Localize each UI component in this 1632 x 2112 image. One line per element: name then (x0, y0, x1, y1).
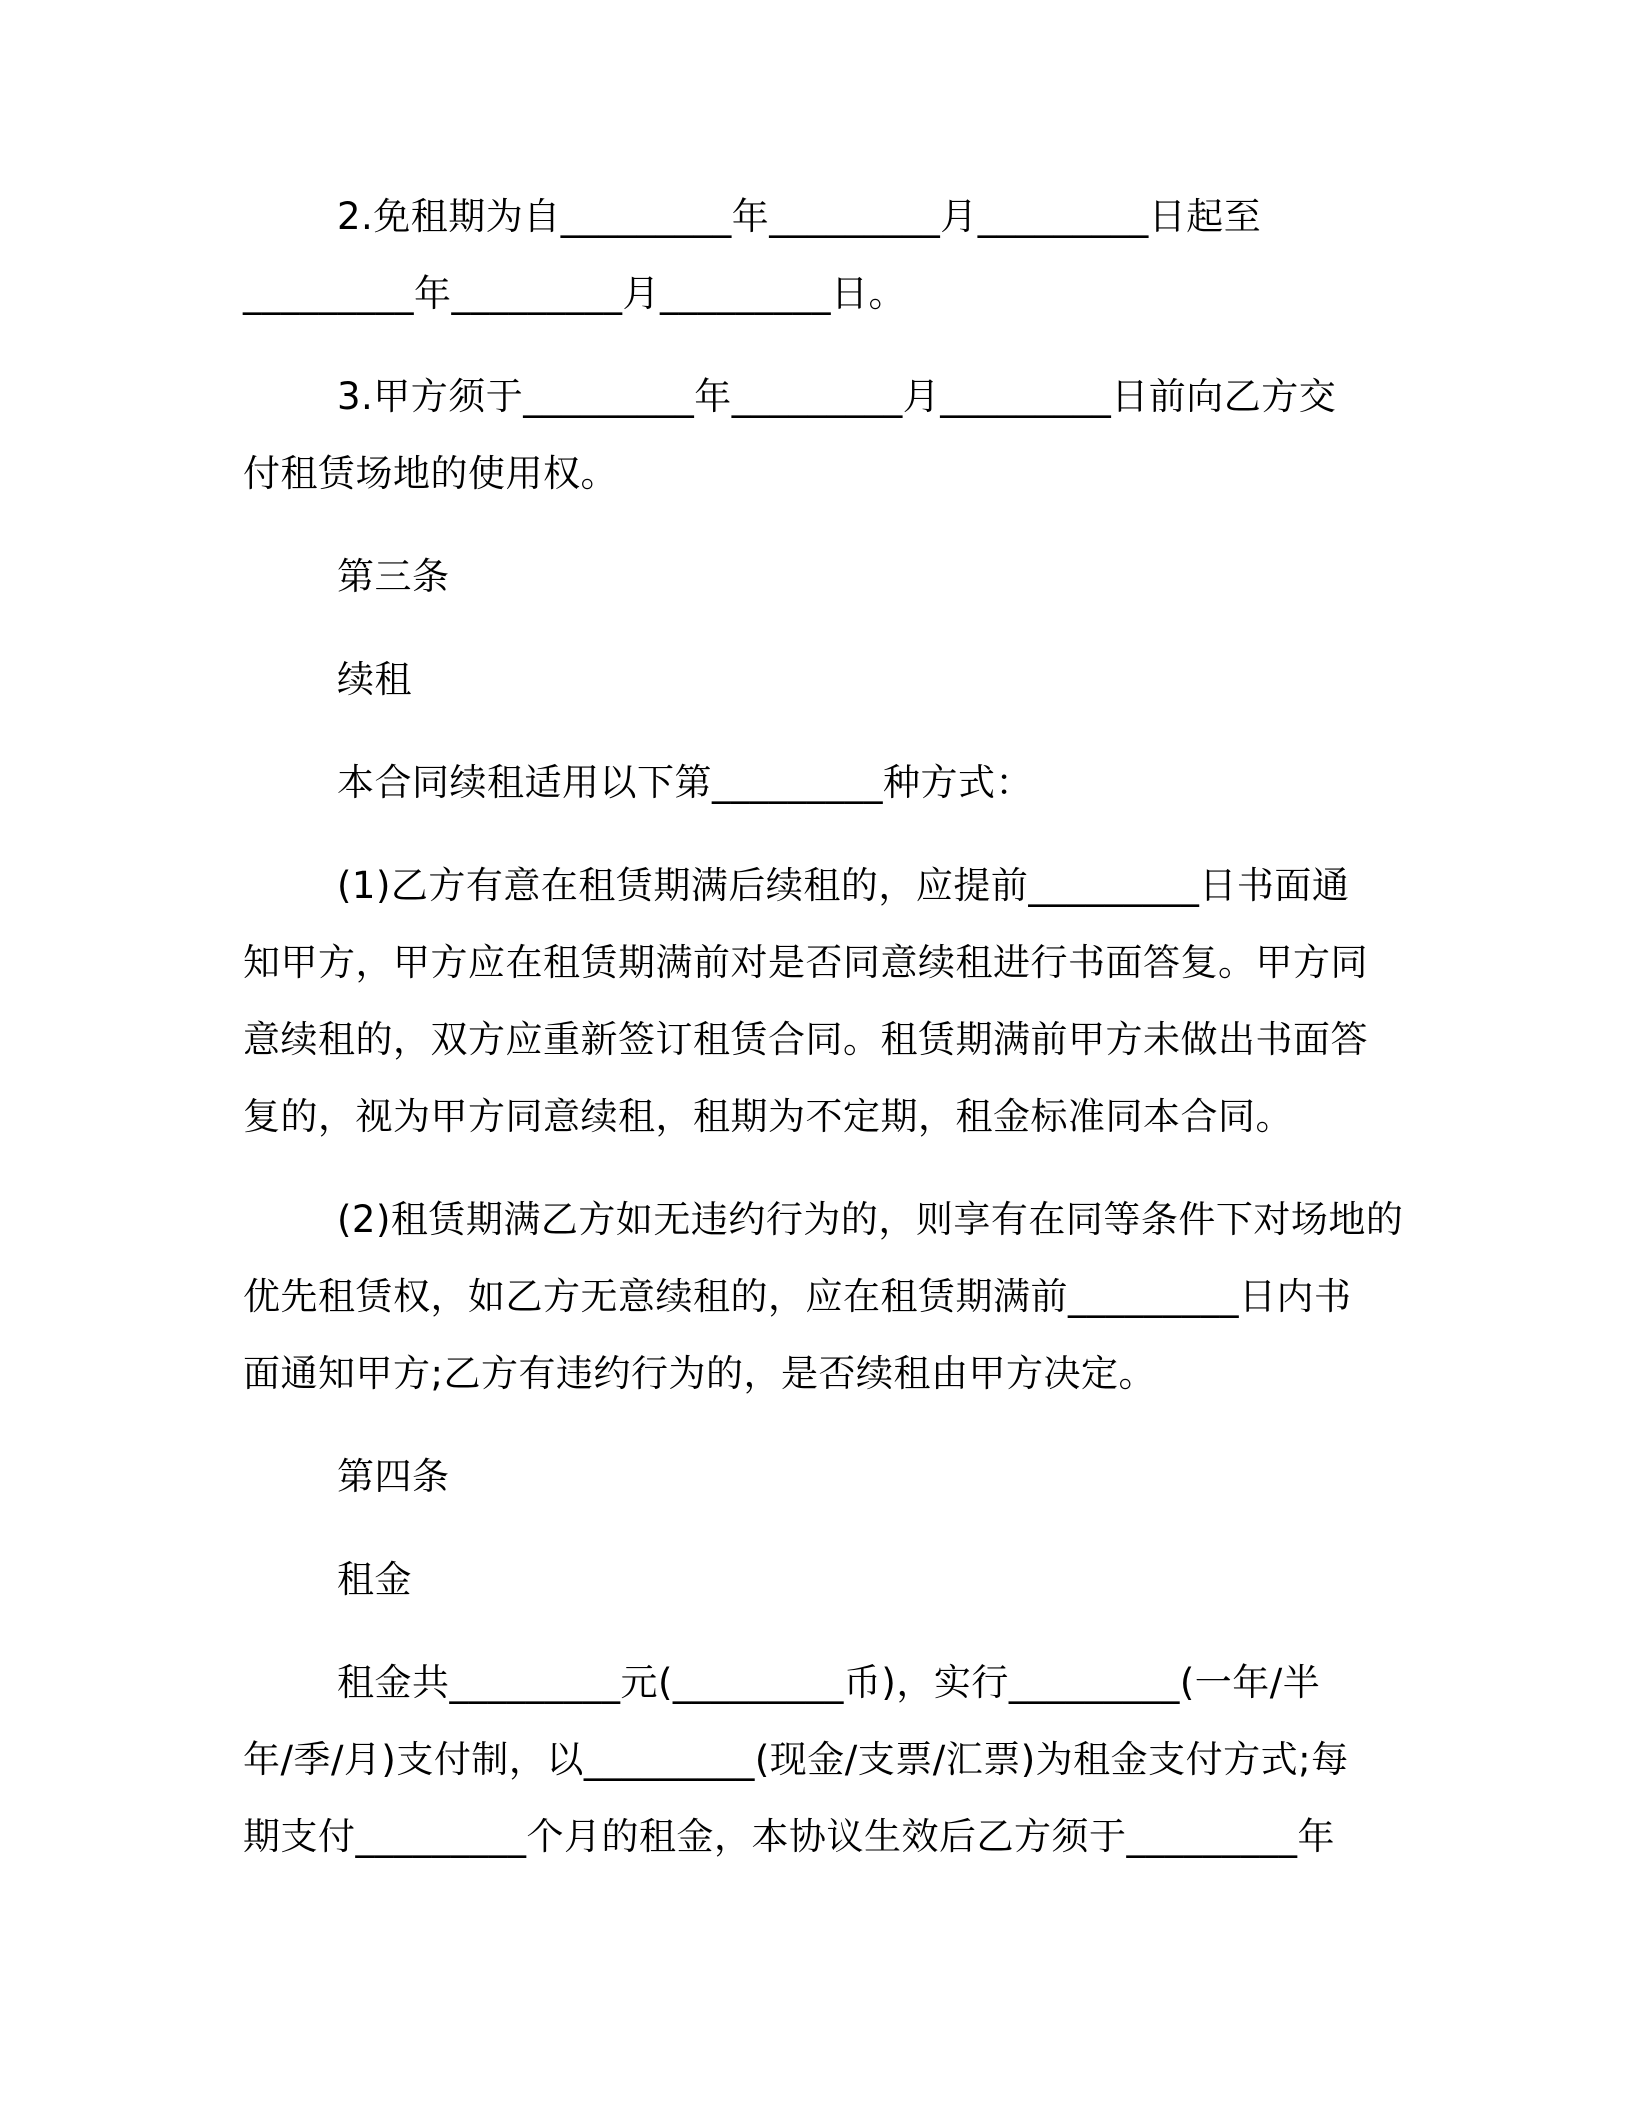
renewal-option-2 (243, 1181, 1403, 1412)
article-4-title (243, 1541, 1403, 1618)
text-line: 租金共_________元(_________币)，实行_________(一年/半 (337, 1661, 1321, 1704)
text-line: (2)租赁期满乙方如无违约行为的，则享有在同等条件下对场地的 (337, 1198, 1404, 1241)
text-line: 2.免租期为自_________年_________月_________日起至 (337, 195, 1262, 238)
article-title: 租金 (337, 1558, 412, 1601)
article-3-heading (243, 538, 1403, 615)
text-line: 3.甲方须于_________年_________月_________日前向乙方交 (337, 375, 1337, 418)
text-line: 意续租的，双方应重新签订租赁合同。租赁期满前甲方未做出书面答 (243, 1018, 1368, 1061)
text-line: 期支付_________个月的租金，本协议生效后乙方须于_________年 (243, 1815, 1335, 1858)
text-line: 复的，视为甲方同意续租，租期为不定期，租金标准同本合同。 (243, 1095, 1293, 1138)
text-line: _________年_________月_________日。 (243, 272, 906, 315)
article-3-title (243, 641, 1403, 718)
text-line: 本合同续租适用以下第_________种方式： (337, 761, 1033, 804)
renewal-option-1 (243, 847, 1403, 1155)
article-number: 第三条 (337, 555, 450, 598)
text-line: 付租赁场地的使用权。 (243, 452, 618, 495)
text-line: (1)乙方有意在租赁期满后续租的，应提前_________日书面通 (337, 864, 1350, 907)
renewal-intro (243, 744, 1403, 821)
rent-free-period-clause (243, 178, 1403, 332)
rent-payment-clause (243, 1644, 1403, 1875)
article-number: 第四条 (337, 1455, 450, 1498)
text-line: 知甲方，甲方应在租赁期满前对是否同意续租进行书面答复。甲方同 (243, 941, 1368, 984)
document-page (243, 178, 1403, 1901)
text-line: 年/季/月)支付制，以_________(现金/支票/汇票)为租金支付方式;每 (243, 1738, 1349, 1781)
handover-clause (243, 358, 1403, 512)
article-4-heading (243, 1438, 1403, 1515)
text-line: 优先租赁权，如乙方无意续租的，应在租赁期满前_________日内书 (243, 1275, 1352, 1318)
text-line: 面通知甲方;乙方有违约行为的，是否续租由甲方决定。 (243, 1352, 1156, 1395)
article-title: 续租 (337, 658, 412, 701)
